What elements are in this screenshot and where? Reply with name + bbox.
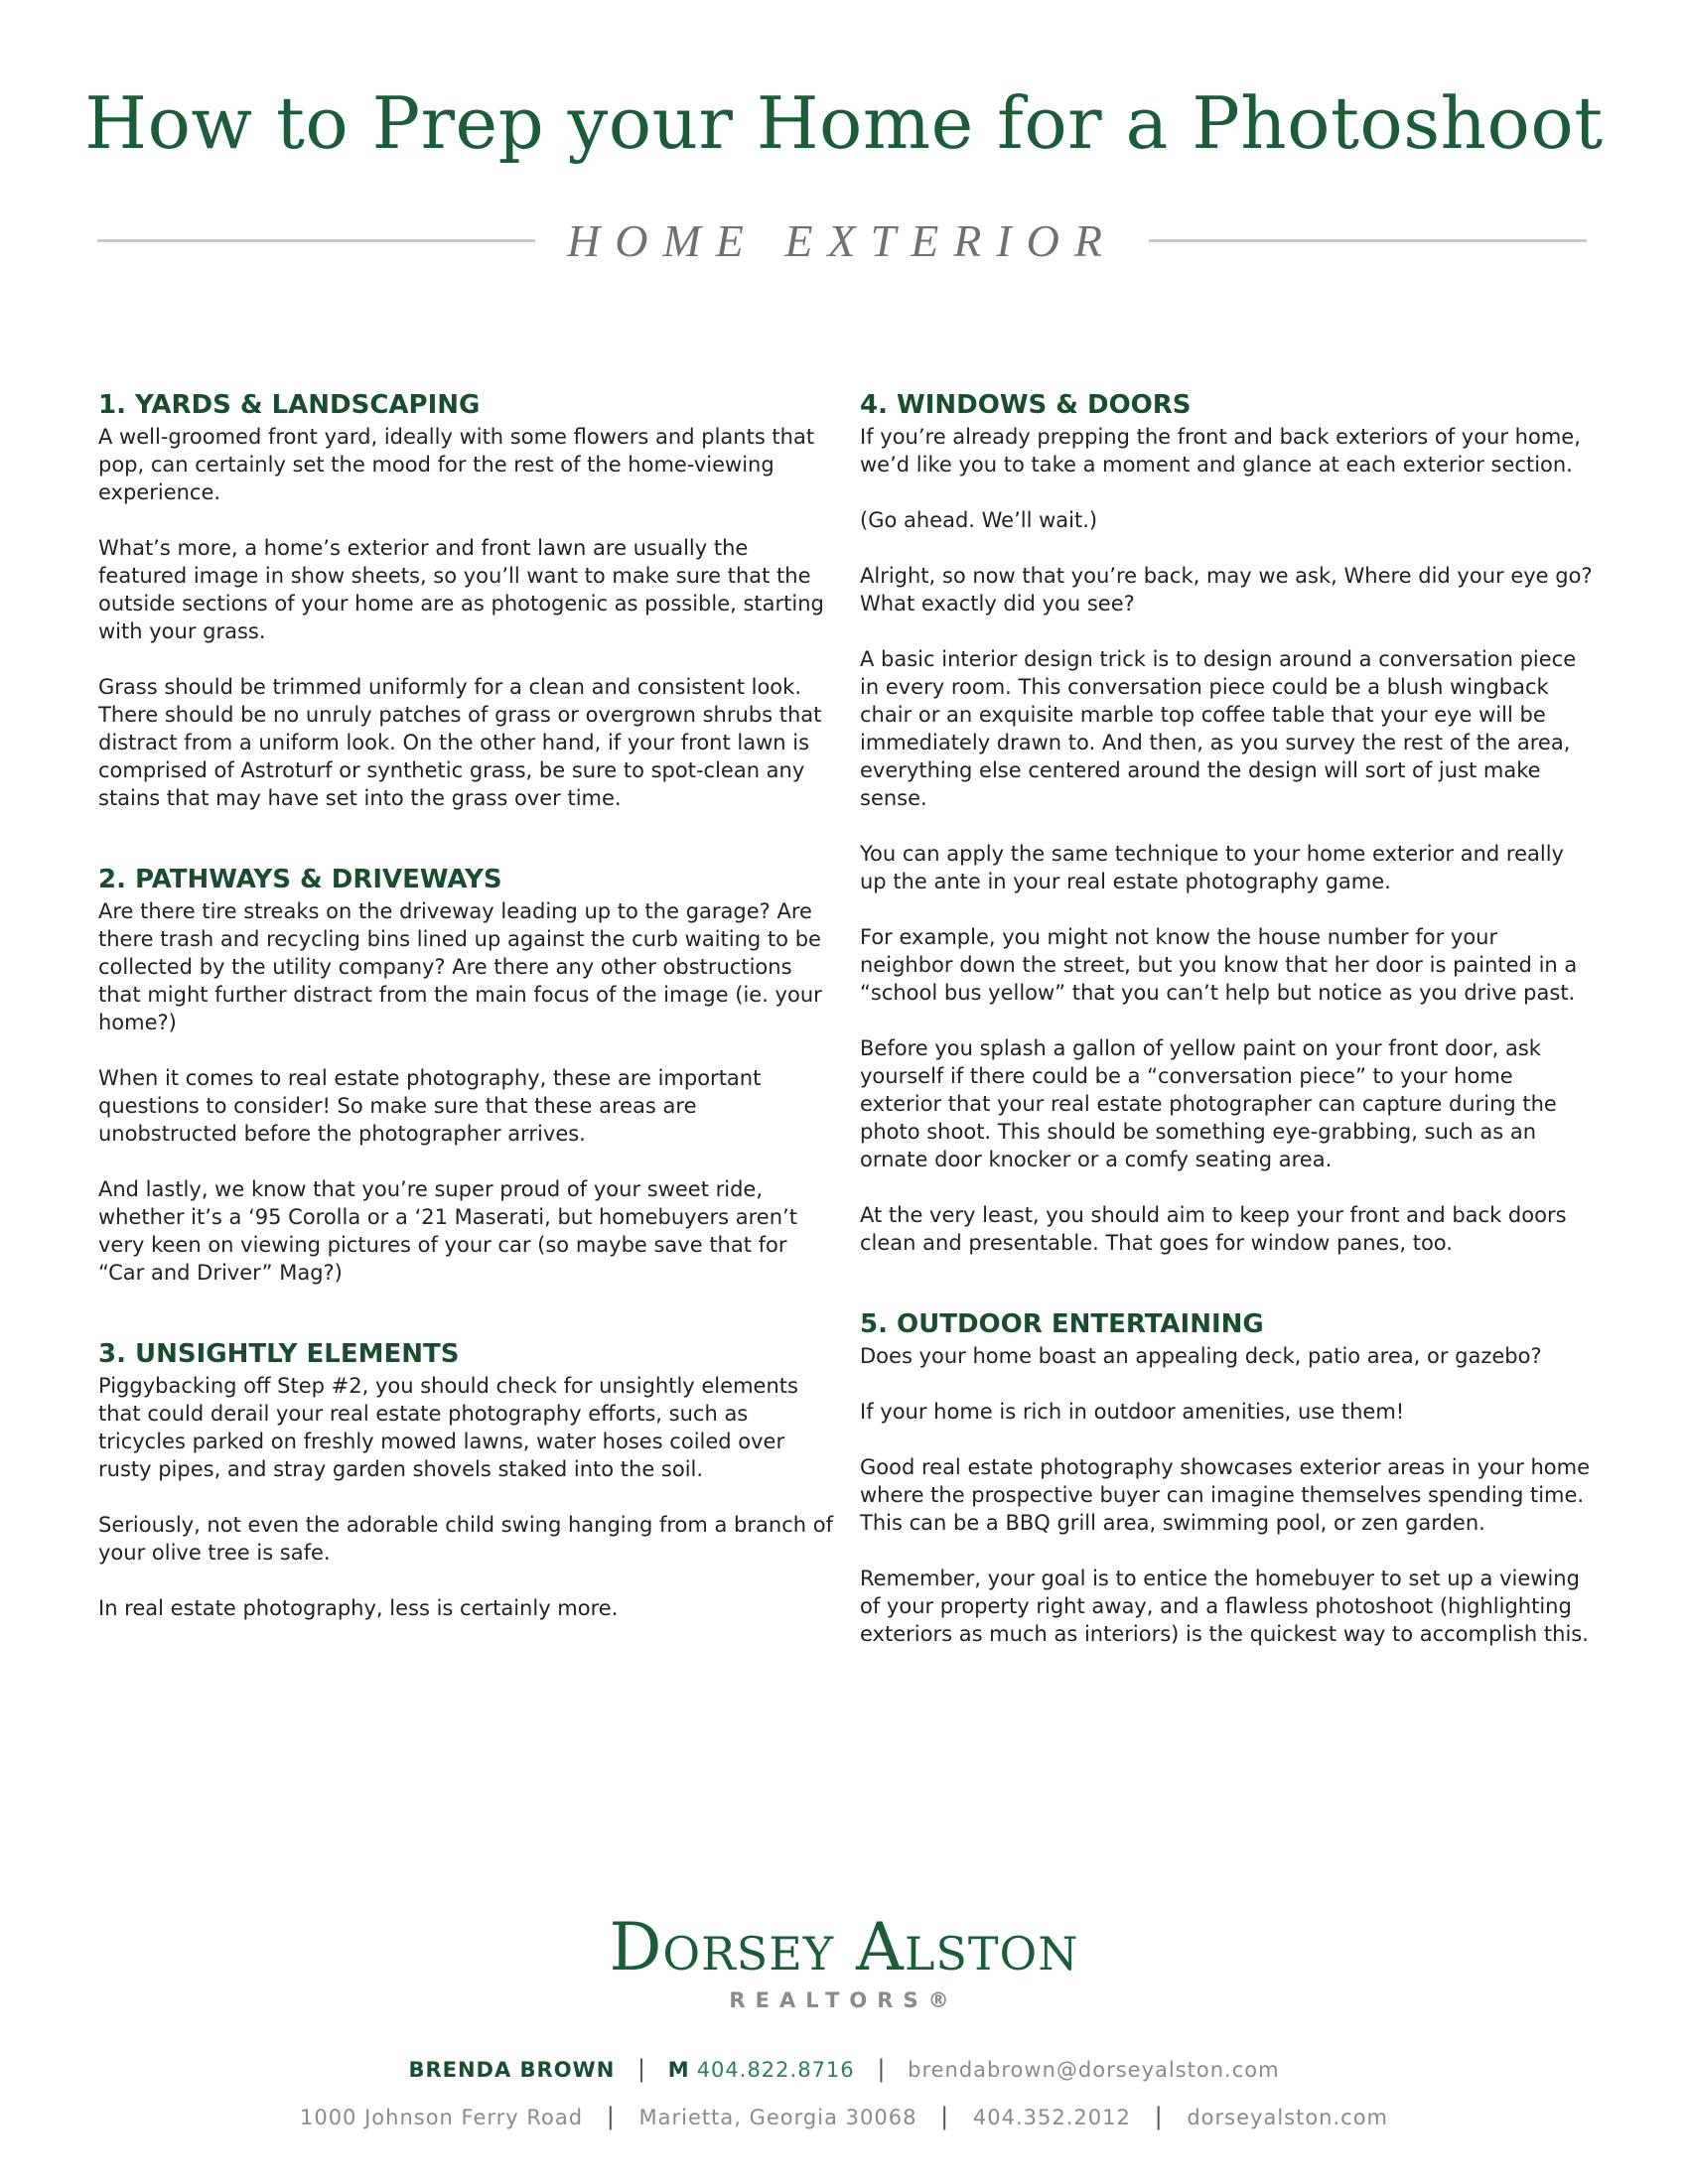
section-paragraph: At the very least, you should aim to keep your front and back doors clean and presentable. That goes for window panes, too. xyxy=(860,1203,1567,1255)
section-paragraph: Piggybacking off Step #2, you should check for unsightly elements that could derail your real estate photography efforts, such as tricycles parked on freshly mowed lawns, water hoses coiled over rusty pipes, and stray garden shovels staked into the soil. xyxy=(98,1374,798,1481)
office-phone-link[interactable]: 404.352.2012 xyxy=(972,2106,1131,2129)
right-divider xyxy=(1149,239,1587,242)
office-city: Marietta, Georgia 30068 xyxy=(638,2106,917,2129)
mobile-label: M xyxy=(667,2058,689,2082)
brand-tagline: REALTORS® xyxy=(729,1988,959,2012)
separator: | xyxy=(877,2055,886,2083)
page-title: How to Prep your Home for a Photoshoot xyxy=(84,81,1604,165)
section-paragraph: Grass should be trimmed uniformly for a clean and consistent look. There should be no unruly patches of grass or overgrown shrubs that distract from a uniform look. On the other hand, if your front lawn is comprised of Astroturf or synthetic grass, be sure to spot-clean any stains that may have set into the grass over time. xyxy=(98,675,822,810)
section-heading: 5. OUTDOOR ENTERTAINING xyxy=(860,1309,1264,1339)
section-paragraph: Remember, your goal is to entice the homebuyer to set up a viewing of your property right away, and a flawless photoshoot (highlighting exteriors as much as interiors) is the quickest way to accomplish this. xyxy=(860,1567,1589,1646)
section-paragraph: You can apply the same technique to your home exterior and really up the ante in your real estate photography game. xyxy=(860,842,1564,893)
section-heading: 1. YARDS & LANDSCAPING xyxy=(98,390,481,420)
section-paragraph: When it comes to real estate photography, these are important questions to consider! So make sure that these areas are unobstructed before the photographer arrives. xyxy=(98,1066,762,1146)
subtitle-row xyxy=(97,210,1587,270)
section-paragraph: A well-groomed front yard, ideally with some flowers and plants that pop, can certainly set the mood for the rest of the home-viewing experience. xyxy=(98,425,815,504)
separator: | xyxy=(606,2103,616,2130)
section-paragraph: If your home is rich in outdoor amenities, use them! xyxy=(860,1400,1405,1424)
website-link[interactable]: dorseyalston.com xyxy=(1187,2106,1389,2129)
section-outdoor-entertaining xyxy=(860,1308,1595,1648)
left-column xyxy=(98,389,833,1674)
brand-name: Dorsey Alston xyxy=(609,1909,1079,1985)
section-windows-doors xyxy=(860,389,1595,1257)
section-yards-landscaping xyxy=(98,389,833,812)
separator: | xyxy=(637,2055,646,2083)
left-divider xyxy=(97,239,535,242)
office-info-line xyxy=(0,2103,1688,2130)
section-paragraph: (Go ahead. We’ll wait.) xyxy=(860,508,1098,532)
email-link[interactable]: brendabrown@dorseyalston.com xyxy=(908,2058,1280,2082)
section-paragraph: In real estate photography, less is certainly more. xyxy=(98,1596,619,1620)
section-paragraph: Before you splash a gallon of yellow paint on your front door, ask yourself if there could be a “conversation piece” to your home exterior that your real estate photographer can capture during the photo shoot. This should be something eye-grabbing, such as an ornate door knocker or a comfy seating area. xyxy=(860,1036,1557,1171)
section-heading: 2. PATHWAYS & DRIVEWAYS xyxy=(98,865,502,894)
mobile-phone-link[interactable]: 404.822.8716 xyxy=(696,2058,855,2082)
office-address: 1000 Johnson Ferry Road xyxy=(299,2106,584,2129)
section-unsightly-elements xyxy=(98,1338,833,1622)
separator: | xyxy=(1154,2103,1164,2130)
section-paragraph: Does your home boast an appealing deck, patio area, or gazebo? xyxy=(860,1344,1542,1368)
section-paragraph: Are there tire streaks on the driveway leading up to the garage? Are there trash and recycling bins lined up against the curb waiting to be collected by the utility company? Are there any other obstructions that might further distract from the main focus of the image (ie. your home?) xyxy=(98,899,822,1034)
section-paragraph: Good real estate photography showcases exterior areas in your home where the prospective buyer can imagine themselves spending time. This can be a BBQ grill area, swimming pool, or zen garden. xyxy=(860,1455,1590,1535)
section-heading: 3. UNSIGHTLY ELEMENTS xyxy=(98,1339,460,1369)
section-pathways-driveways xyxy=(98,864,833,1287)
separator: | xyxy=(940,2103,950,2130)
section-paragraph: A basic interior design trick is to design around a conversation piece in every room. This conversation piece could be a blush wingback chair or an exquisite marble top coffee table that your eye will be immediately drawn to. And then, as you survey the rest of the area, everything else centered around the design will sort of just make sense. xyxy=(860,647,1577,810)
section-paragraph: If you’re already prepping the front and back exteriors of your home, we’d like you to take a moment and glance at each exterior section. xyxy=(860,425,1581,477)
right-column xyxy=(860,389,1595,1700)
section-paragraph: Seriously, not even the adorable child swing hanging from a branch of your olive tree is safe. xyxy=(98,1513,833,1565)
brand-logo xyxy=(0,1911,1688,2012)
section-heading: 4. WINDOWS & DOORS xyxy=(860,390,1192,420)
agent-contact-line xyxy=(0,2055,1688,2083)
section-paragraph: What’s more, a home’s exterior and front lawn are usually the featured image in show sheets, so you’ll want to make sure that the outside sections of your home are as photogenic as possible, starting with your grass. xyxy=(98,536,824,643)
agent-name: BRENDA BROWN xyxy=(408,2058,616,2082)
section-paragraph: And lastly, we know that you’re super proud of your sweet ride, whether it’s a ‘95 Corolla or a ‘21 Maserati, but homebuyers aren’t very keen on viewing pictures of your car (so maybe save that for “Car and Driver” Mag?) xyxy=(98,1177,797,1285)
page-subtitle: HOME EXTERIOR xyxy=(567,214,1117,266)
section-paragraph: Alright, so now that you’re back, may we ask, Where did your eye go? What exactly did you see? xyxy=(860,564,1593,615)
section-paragraph: For example, you might not know the house number for your neighbor down the street, but you know that her door is painted in a “school bus yellow” that you can’t help but notice as you drive past. xyxy=(860,925,1578,1005)
